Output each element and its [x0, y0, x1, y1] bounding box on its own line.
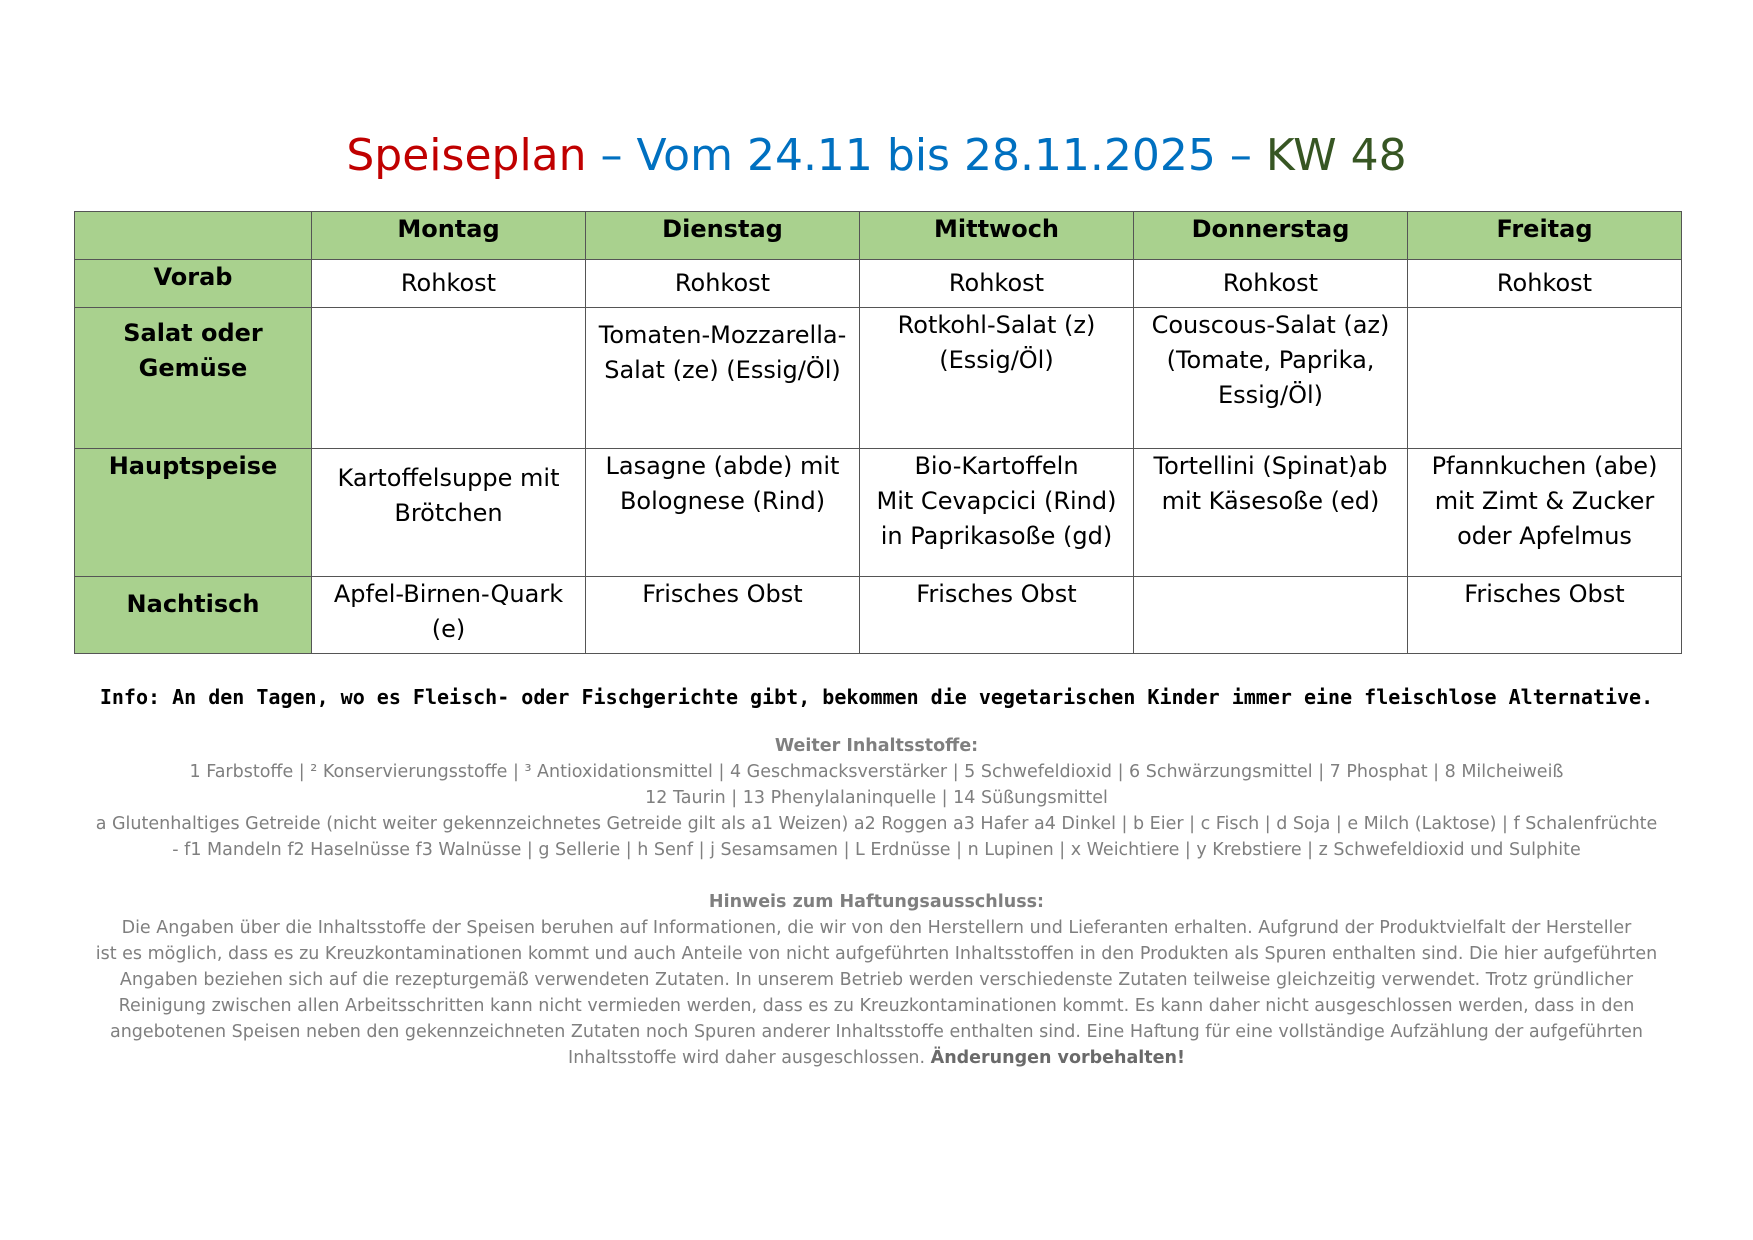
- menu-line: Frisches Obst: [1464, 580, 1625, 608]
- day-header-freitag: Freitag: [1408, 212, 1682, 260]
- row-label-salat: [75, 308, 312, 449]
- menu-line: Rohkost: [948, 269, 1045, 297]
- menu-line: Rohkost: [400, 269, 497, 297]
- additives-line: a Glutenhaltiges Getreide (nicht weiter gekennzeichnetes Getreide gilt als a1 Weizen) a2 Roggen a3 Hafer a4 Dinkel | b Eier | c Fisch | d Soja | e Milch (Laktose) | f Schalenfrüchte: [95, 814, 1658, 834]
- menu-line: Rohkost: [1496, 269, 1593, 297]
- menu-cell: [312, 260, 586, 308]
- title-speiseplan: Speiseplan: [346, 130, 587, 181]
- menu-line: (Tomate, Paprika,: [1166, 346, 1375, 374]
- row-label-line: Vorab: [153, 263, 233, 291]
- menu-line: Rohkost: [1222, 269, 1319, 297]
- disclaimer-line: Reinigung zwischen allen Arbeitsschritten kann nicht vermieden werden, dass es zu Kreuzkontaminationen kommt. Es kann daher nicht ausgeschlossen werden, dass in den: [118, 996, 1635, 1016]
- disclaimer-line: angebotenen Speisen neben den gekennzeichneten Zutaten noch Spuren anderer Inhaltsstoffe enthalten sind. Eine Haftung für eine vollständige Aufzählung der aufgeführten: [109, 1022, 1644, 1042]
- menu-cell: [1408, 449, 1682, 577]
- menu-line: in Paprikasoße (gd): [880, 522, 1113, 550]
- menu-cell: [1134, 308, 1408, 449]
- menu-line: (e): [431, 615, 466, 643]
- title-separator: –: [586, 130, 637, 181]
- row-label-hauptspeise: [75, 449, 312, 577]
- additives-line: 12 Taurin | 13 Phenylalaninquelle | 14 Süßungsmittel: [645, 788, 1108, 808]
- disclaimer-heading: Hinweis zum Haftungsausschluss:: [708, 892, 1045, 912]
- menu-line: Rotkohl-Salat (z): [897, 311, 1096, 339]
- title-date-range: Vom 24.11 bis 28.11.2025: [636, 130, 1216, 181]
- additives-section: [60, 733, 1693, 863]
- disclaimer-line: Inhaltsstoffe wird daher ausgeschlossen.: [568, 1048, 926, 1068]
- menu-cell: [860, 577, 1134, 654]
- menu-cell: [1408, 577, 1682, 654]
- menu-cell: [1134, 260, 1408, 308]
- disclaimer-section: [60, 889, 1693, 1071]
- menu-line: Mit Cevapcici (Rind): [876, 487, 1117, 515]
- menu-line: (Essig/Öl): [939, 346, 1054, 374]
- page-title: [0, 128, 1753, 184]
- row-nachtisch: [75, 577, 1682, 654]
- row-vorab: [75, 260, 1682, 308]
- menu-cell: [312, 308, 586, 449]
- menu-line: Bio-Kartoffeln: [914, 452, 1079, 480]
- day-header-donnerstag: Donnerstag: [1134, 212, 1408, 260]
- menu-cell: [1408, 308, 1682, 449]
- menu-line: Bolognese (Rind): [619, 487, 826, 515]
- menu-cell: [1408, 260, 1682, 308]
- menu-line: Salat (ze) (Essig/Öl): [604, 356, 841, 384]
- menu-cell: [312, 449, 586, 577]
- corner-cell: [75, 212, 312, 260]
- day-header-montag: Montag: [312, 212, 586, 260]
- header-row: [75, 212, 1682, 260]
- menu-line: Pfannkuchen (abe): [1431, 452, 1658, 480]
- row-label-nachtisch: [75, 577, 312, 654]
- menu-line: Couscous-Salat (az): [1151, 311, 1390, 339]
- additives-heading: Weiter Inhaltsstoffe:: [774, 736, 979, 756]
- additives-line: - f1 Mandeln f2 Haselnüsse f3 Walnüsse | g Sellerie | h Senf | j Sesamsamen | L Erdnüsse | n Lupinen | x Weichtiere | y Krebstiere | z Schwefeldioxid und Sulphite: [172, 840, 1581, 860]
- menu-cell: [586, 577, 860, 654]
- row-label-line: Gemüse: [138, 354, 248, 382]
- menu-cell: [586, 308, 860, 449]
- menu-cell: [1134, 449, 1408, 577]
- menu-line: oder Apfelmus: [1457, 522, 1632, 550]
- row-hauptspeise: [75, 449, 1682, 577]
- menu-line: Frisches Obst: [916, 580, 1077, 608]
- menu-table: [74, 211, 1682, 654]
- disclaimer-last-line: [60, 1045, 1693, 1071]
- menu-cell: [586, 449, 860, 577]
- menu-line: mit Käsesoße (ed): [1161, 487, 1380, 515]
- row-label-vorab: [75, 260, 312, 308]
- menu-line: Apfel-Birnen-Quark: [333, 580, 564, 608]
- disclaimer-line: ist es möglich, dass es zu Kreuzkontaminationen kommt und auch Anteile von nicht aufgeführten Inhaltsstoffen in den Produkten als Spuren enthalten sind. Die hier aufgeführten: [95, 944, 1658, 964]
- title-separator: –: [1215, 130, 1266, 181]
- row-label-line: Salat oder: [123, 319, 263, 347]
- menu-line: Kartoffelsuppe mit: [337, 464, 560, 492]
- menu-cell: [860, 449, 1134, 577]
- menu-line: Tortellini (Spinat)ab: [1153, 452, 1388, 480]
- menu-cell: [312, 577, 586, 654]
- menu-cell: [860, 260, 1134, 308]
- menu-cell: [1134, 577, 1408, 654]
- row-label-line: Hauptspeise: [108, 452, 278, 480]
- disclaimer-line: Die Angaben über die Inhaltsstoffe der Speisen beruhen auf Informationen, die wir von den Herstellern und Lieferanten erhalten. Aufgrund der Produktvielfalt der Hersteller: [121, 918, 1632, 938]
- menu-cell: [860, 308, 1134, 449]
- day-header-dienstag: Dienstag: [586, 212, 860, 260]
- menu-line: Essig/Öl): [1217, 381, 1324, 409]
- info-text: Info: An den Tagen, wo es Fleisch- oder Fischgerichte gibt, bekommen die vegetarischen Kinder immer eine fleischlose Alternative.: [99, 685, 1654, 709]
- disclaimer-line: Angaben beziehen sich auf die rezepturgemäß verwendeten Zutaten. In unserem Betrieb werden verschiedenste Zutaten teilweise gleichzeitig verwendet. Trotz gründlicher: [119, 970, 1634, 990]
- menu-line: Frisches Obst: [642, 580, 803, 608]
- menu-line: mit Zimt & Zucker: [1434, 487, 1655, 515]
- row-salat: [75, 308, 1682, 449]
- menu-line: Rohkost: [674, 269, 771, 297]
- title-week: KW 48: [1265, 130, 1407, 181]
- additives-line: 1 Farbstoffe | ² Konservierungsstoffe | ³ Antioxidationsmittel | 4 Geschmacksverstärker | 5 Schwefeldioxid | 6 Schwärzungsmittel | 7 Phosphat | 8 Milcheiweiß: [189, 762, 1564, 782]
- row-label-line: Nachtisch: [126, 590, 260, 618]
- menu-line: Brötchen: [394, 499, 503, 527]
- menu-cell: [586, 260, 860, 308]
- changes-reserved: Änderungen vorbehalten!: [930, 1048, 1185, 1068]
- menu-line: Lasagne (abde) mit: [605, 452, 840, 480]
- day-header-mittwoch: Mittwoch: [860, 212, 1134, 260]
- menu-line: Tomaten-Mozzarella-: [598, 321, 847, 349]
